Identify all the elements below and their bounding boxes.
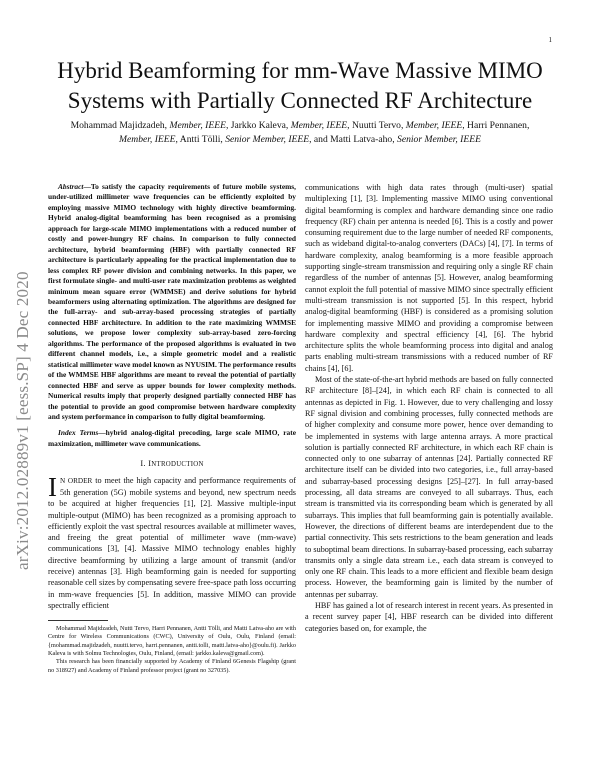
footnote-rule: [48, 620, 108, 621]
body-paragraph-2: Most of the state-of-the-art hybrid methods are based on fully connected RF architecture [8]–[24], in which each RF chain is connected to all antennas as depicted in Fig. 1. However, due to very challenging and lossy RF signal division and combining processes, fully connected methods are of higher complexity and consume more power, hence over demanding to be implemented in systems with large antenna arrays. A more practical solution is partially connected RF architecture, in which each RF chain is connected only to one subarray of antennas [24]. Partially connected RF architecture itself can be divided into two categories, i.e., full array-based and subarray-based processing designs [25]–[27]. In full array-based processing, all data streams are conveyed to all subarrays. Thus, each stream is transmitted via its corresponding beam which is generated by all subarrays. This implies that full beamforming gain is potentially available. However, the directions of different beams are interdependent due to the partial connectivity. This sets restrictions to the beam generation and leads to suboptimal beam directions. In subarray-based processing, each subarray transmits only a single data stream i.e., each data stream is conveyed to only one RF chain. This leads to a more efficient and flexible beam design process. However, the beamforming gain is limited by the number of antennas per subarray.: [305, 375, 553, 599]
right-column: [305, 182, 553, 634]
intro-text: to meet the high capacity and performance requirements of 5th generation (5G) mobile systems and beyond, new spectrum needs to be acquired at higher frequencies [1], [2]. Massive multiple-input multiple-output (MIMO) has been recognized as a promising approach to efficiently exploit the vast spectral resources available at millimeter waves, and freeing the great potential of millimeter wave (mm-wave) communications [3], [4]. Massive MIMO technology enables highly directive beamforming by utilizing a large amount of transmit (and/or receive) antennas [3]. High beamforming gain is needed for supporting reasonable cell sizes by compensating severe free-space path loss occurring in mm-wave frequencies [5]. In addition, massive MIMO can provide spectrally efficient: [48, 475, 297, 610]
index-terms: [48, 428, 296, 449]
section-title-initial: I: [148, 459, 152, 469]
section-title-rest: NTRODUCTION: [151, 461, 204, 469]
footnote-affiliations: Mohammad Majidzadeh, Nutti Tervo, Harri Pennanen, Antti Tölli, and Matti Latva-aho are with Centre for Wireless Communications (CWC), University of Oulu, Oulu, Finland (email: {mohammad.majidzadeh, nuutti.tervo, harri.pennanen, antti.tolli, matti.latva-aho}@oulu.fi). Jarkko Kaleva is with Solmu Technologies, Oulu, Finland, (email: jarkko.kaleva@gmail.com).: [48, 625, 296, 658]
body-paragraph-3: HBF has gained a lot of research interest in recent years. As presented in a recent survey paper [4], HBF research can be divided into different categories based on, for example, the: [305, 600, 553, 633]
intro-first-words: N ORDER: [60, 476, 93, 485]
section-heading-introduction: [48, 458, 296, 470]
left-column: [48, 182, 296, 675]
section-number: I.: [140, 459, 146, 469]
index-terms-label: Index Terms: [58, 428, 99, 438]
abstract-label: Abstract: [58, 182, 84, 191]
paper-title: Hybrid Beamforming for mm-Wave Massive MIMO Systems with Partially Connected RF Architecture: [57, 58, 543, 113]
author-list: Mohammad Majidzadeh, Member, IEEE, Jarkko Kaleva, Member, IEEE, Nuutti Tervo, Member, IEEE, Harri Pennanen, Member, IEEE, Antti Tölli, Senior Member, IEEE, and Matti Latva-aho, Senior Member, IEEE: [70, 120, 530, 145]
abstract-text: —To satisfy the capacity requirements of future mobile systems, under-utilized millimeter wave frequencies can be efficiently exploited by employing massive MIMO technology with highly directive beamforming. Hybrid analog-digital beamforming has been recognised as a promising approach for large-scale MIMO implementations with a reduced number of costly and power-hungry RF chains. In comparison to fully connected architecture, hybrid beamforming (HBF) with partially connected RF architecture is particularly appealing for the practical implementation due to less complex RF power division and combining networks. In this paper, we first formulate single- and multi-user rate maximization problems as weighted minimum mean square error (WMMSE) and derive solutions for hybrid beamformers using alternating optimization. The algorithms are designed for the full-array- and sub-array-based processing strategies of partially connected HBF architecture. In addition to the rate maximizing WMMSE solutions, we propose lower complexity sub-array-based zero-forcing algorithms. The performance of the proposed algorithms is evaluated in two different channel models, i.e., a simple geometric model and a realistic statistical millimeter wave model known as NYUSIM. The performance results of the WMMSE HBF algorithms are meant to reveal the potential of partially connected HBF and serve as upper bounds for lower complexity methods. Numerical results imply that properly designed partially connected HBF has the potential to provide an good compromise between hardware complexity and system performance in comparison to fully digital beamforming.: [48, 182, 296, 421]
footnote-funding: This research has been financially supported by Academy of Finland 6Genesis Flagship (grant no 318927) and Academy of Finland professor project (grant no 327035).: [48, 658, 296, 674]
index-terms-text: —hybrid analog-digital precoding, large scale MIMO, rate maximization, millimeter wave communications.: [48, 428, 296, 448]
abstract: [48, 182, 296, 422]
body-paragraph-1: communications with high data rates through (multi-user) spatial multiplexing [1], [3]. Implementing massive MIMO using conventional digital beamforming is complex and hardware demanding since one radio frequency (RF) chain per antenna is needed [6]. This is a costly and power consuming requirement due to the large number of needed RF components, such as wideband digital-to-analog converters (DACs) [4], [7]. In terms of hardware complexity, analog beamforming is a more feasible approach supporting single-stream transmission and requiring only a single RF chain regardless of the number of antennas [5]. However, analog beamforming cannot exploit the full potential of massive MIMO since spectrally efficient multi-stream transmission is not supported [5]. In this respect, hybrid analog-digital beamforming (HBF) is considered as a promising solution for implementing massive MIMO and providing a compromise between hardware complexity and spectral efficiency [4], [6]. The hybrid architecture splits the whole beamforming process into digital and analog parts enabling multi-stream transmissions with a reduced number of RF chains [4], [6].: [305, 183, 553, 373]
arxiv-side-identifier: arXiv:2012.02889v1 [eess.SP] 4 Dec 2020: [13, 271, 32, 570]
page-number: 1: [548, 36, 552, 44]
drop-cap: I: [48, 471, 57, 502]
introduction-paragraph: [48, 471, 297, 612]
